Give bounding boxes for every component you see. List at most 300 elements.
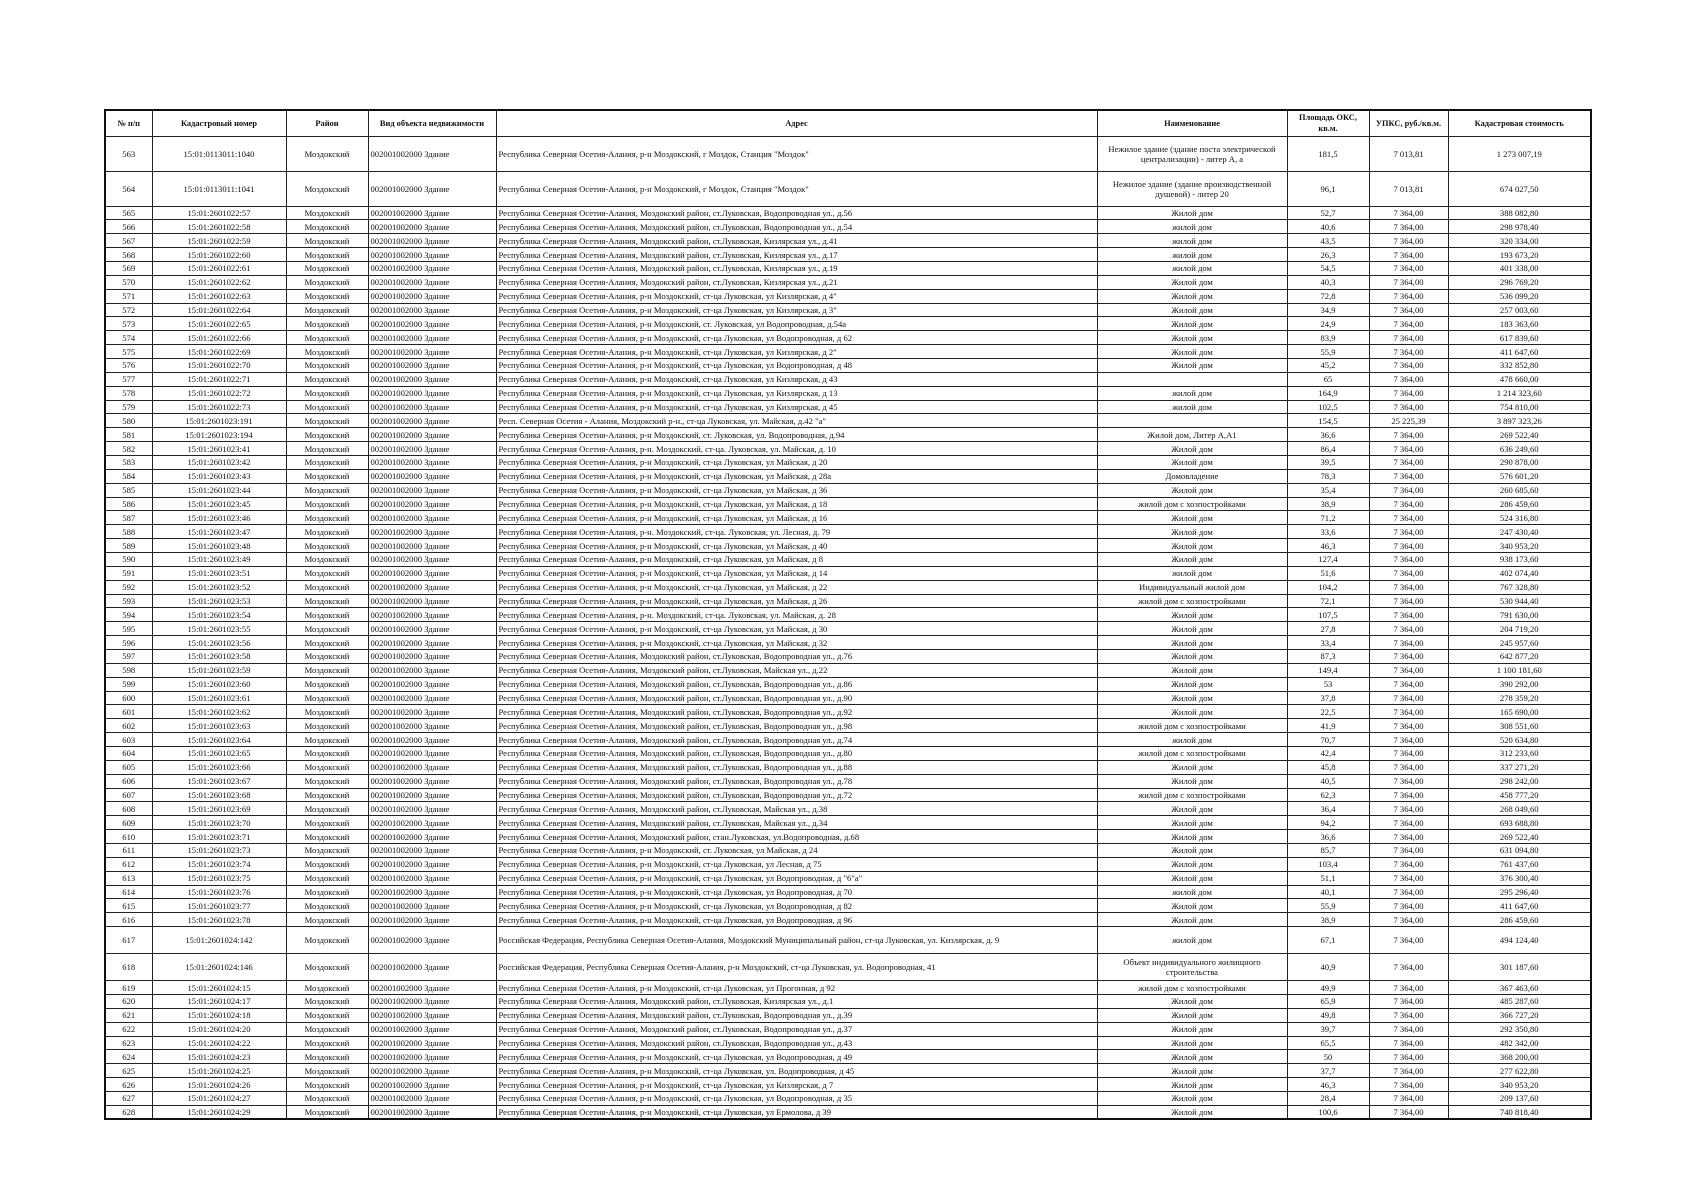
cell-upks: 7 364,00 <box>1369 677 1448 691</box>
cell-district: Моздокский <box>286 995 368 1009</box>
cell-number: 567 <box>105 234 152 248</box>
cell-upks: 7 364,00 <box>1369 1036 1448 1050</box>
cell-cadastral-value: 1 100 181,60 <box>1448 663 1591 677</box>
table-row <box>105 289 1591 303</box>
cell-cadastral-number: 15:01:2601024:29 <box>152 1105 286 1119</box>
cell-cadastral-value: 767 328,80 <box>1448 580 1591 594</box>
table-row <box>105 995 1591 1009</box>
cell-number: 578 <box>105 386 152 400</box>
cell-cadastral-number: 15:01:2601022:61 <box>152 261 286 275</box>
cell-upks: 7 364,00 <box>1369 844 1448 858</box>
cell-cadastral-number: 15:01:2601023:65 <box>152 747 286 761</box>
cell-address: Республика Северная Осетия-Алания, р-н Моздокский, ст-ца Луковская, ул Майская, д 18 <box>496 497 1097 511</box>
cell-upks: 7 364,00 <box>1369 1092 1448 1106</box>
cell-area: 164,9 <box>1287 386 1369 400</box>
cell-name: Жилой дом <box>1097 206 1287 220</box>
cell-number: 621 <box>105 1008 152 1022</box>
cell-address: Республика Северная Осетия-Алания, Моздокский район, ст.Луковская, Водопроводная ул., д.56 <box>496 206 1097 220</box>
cell-number: 603 <box>105 733 152 747</box>
cell-cadastral-number: 15:01:2601023:194 <box>152 428 286 442</box>
cell-district: Моздокский <box>286 234 368 248</box>
cell-address: Республика Северная Осетия-Алания, Моздокский район, ст.Луковская, Кизлярская ул., д.1 <box>496 995 1097 1009</box>
cell-address: Российская Федерация, Республика Северная Осетия-Алания, Моздокский Муниципальный район, ст-ца Луковская, ул. Кизлярская, д. 9 <box>496 927 1097 954</box>
cell-upks: 7 364,00 <box>1369 303 1448 317</box>
cell-cadastral-number: 15:01:2601024:23 <box>152 1050 286 1064</box>
cell-address: Республика Северная Осетия-Алания, р-н Моздокский, ст-ца Луковская, ул Водопроводная, д 82 <box>496 899 1097 913</box>
cell-address: Республика Северная Осетия-Алания, р-н Моздокский, ст-ца Луковская, ул Прогонная, д 92 <box>496 981 1097 995</box>
table-row <box>105 954 1591 981</box>
cell-cadastral-number: 15:01:2601023:51 <box>152 566 286 580</box>
cell-object-type: 002001002000 Здание <box>368 455 496 469</box>
cell-address: Республика Северная Осетия-Алания, Моздокский район, ст.Луковская, Водопроводная ул., д.92 <box>496 705 1097 719</box>
cell-area: 72,8 <box>1287 289 1369 303</box>
cell-object-type: 002001002000 Здание <box>368 1036 496 1050</box>
cell-address: Республика Северная Осетия-Алания, Моздокский район, ст.Луковская, Майская ул., д.34 <box>496 816 1097 830</box>
cell-number: 596 <box>105 636 152 650</box>
cell-upks: 7 364,00 <box>1369 663 1448 677</box>
cell-address: Республика Северная Осетия-Алания, Моздокский район, ст.Луковская, Водопроводная ул., д.72 <box>496 788 1097 802</box>
table-row <box>105 1105 1591 1119</box>
cell-upks: 7 364,00 <box>1369 747 1448 761</box>
cell-district: Моздокский <box>286 455 368 469</box>
table-row <box>105 525 1591 539</box>
cell-upks: 7 364,00 <box>1369 358 1448 372</box>
cell-cadastral-number: 15:01:2601023:70 <box>152 816 286 830</box>
cell-number: 597 <box>105 650 152 664</box>
cell-district: Моздокский <box>286 372 368 386</box>
cell-object-type: 002001002000 Здание <box>368 469 496 483</box>
cell-cadastral-number: 15:01:2601024:26 <box>152 1078 286 1092</box>
cell-address: Республика Северная Осетия-Алания, Моздокский район, ст.Луковская, Водопроводная ул., д.78 <box>496 774 1097 788</box>
cell-cadastral-number: 15:01:2601023:75 <box>152 871 286 885</box>
cell-upks: 7 364,00 <box>1369 566 1448 580</box>
table-row <box>105 345 1591 359</box>
cell-cadastral-value: 286 459,60 <box>1448 913 1591 927</box>
cell-object-type: 002001002000 Здание <box>368 171 496 206</box>
cell-district: Моздокский <box>286 760 368 774</box>
cell-upks: 7 364,00 <box>1369 816 1448 830</box>
cell-number: 607 <box>105 788 152 802</box>
cell-object-type: 002001002000 Здание <box>368 885 496 899</box>
cell-district: Моздокский <box>286 802 368 816</box>
cell-cadastral-value: 388 082,80 <box>1448 206 1591 220</box>
cell-cadastral-number: 15:01:2601022:64 <box>152 303 286 317</box>
cell-cadastral-value: 269 522,40 <box>1448 830 1591 844</box>
col-header-number: № п/п <box>105 110 152 136</box>
cell-upks: 7 364,00 <box>1369 1050 1448 1064</box>
cell-district: Моздокский <box>286 1078 368 1092</box>
cell-name: Домовладение <box>1097 469 1287 483</box>
cell-name: Жилой дом <box>1097 871 1287 885</box>
cell-district: Моздокский <box>286 1022 368 1036</box>
cell-cadastral-value: 494 124,40 <box>1448 927 1591 954</box>
cell-upks: 7 364,00 <box>1369 788 1448 802</box>
cell-cadastral-value: 286 459,60 <box>1448 497 1591 511</box>
cell-object-type: 002001002000 Здание <box>368 1078 496 1092</box>
cell-area: 24,9 <box>1287 317 1369 331</box>
table-row <box>105 885 1591 899</box>
cell-cadastral-value: 390 292,00 <box>1448 677 1591 691</box>
cell-district: Моздокский <box>286 788 368 802</box>
col-header-cadastral-number: Кадастровый номер <box>152 110 286 136</box>
cell-address: Республика Северная Осетия-Алания, р-н Моздокский, ст-ца Луковская, ул Кизлярская, д 43 <box>496 372 1097 386</box>
cell-address: Республика Северная Осетия-Алания, Моздокский район, ст.Луковская, Водопроводная ул., д.39 <box>496 1008 1097 1022</box>
cell-district: Моздокский <box>286 483 368 497</box>
table-row <box>105 844 1591 858</box>
cell-name: Жилой дом <box>1097 331 1287 345</box>
cell-district: Моздокский <box>286 331 368 345</box>
cell-object-type: 002001002000 Здание <box>368 234 496 248</box>
cell-cadastral-number: 15:01:2601023:58 <box>152 650 286 664</box>
cell-cadastral-value: 296 769,20 <box>1448 275 1591 289</box>
table-row <box>105 261 1591 275</box>
cell-number: 573 <box>105 317 152 331</box>
cell-cadastral-value: 337 271,20 <box>1448 760 1591 774</box>
cell-area: 26,3 <box>1287 248 1369 262</box>
cell-cadastral-value: 401 338,00 <box>1448 261 1591 275</box>
cell-name: жилой дом с хозпостройками <box>1097 788 1287 802</box>
cell-name: Жилой дом <box>1097 275 1287 289</box>
col-header-address: Адрес <box>496 110 1097 136</box>
cell-area: 46,3 <box>1287 1078 1369 1092</box>
cell-number: 611 <box>105 844 152 858</box>
cell-name: Жилой дом <box>1097 525 1287 539</box>
cadastral-table <box>104 109 1592 1120</box>
cell-name <box>1097 414 1287 428</box>
cell-cadastral-value: 761 437,60 <box>1448 857 1591 871</box>
cell-number: 622 <box>105 1022 152 1036</box>
cell-number: 569 <box>105 261 152 275</box>
cell-cadastral-number: 15:01:2601023:74 <box>152 857 286 871</box>
cell-address: Респ. Северная Осетия - Алания, Моздокский р-н., ст-ца Луковская, ул. Майская, д.42 "а" <box>496 414 1097 428</box>
cell-district: Моздокский <box>286 552 368 566</box>
cell-upks: 7 364,00 <box>1369 691 1448 705</box>
cell-upks: 7 364,00 <box>1369 275 1448 289</box>
cell-name: Жилой дом <box>1097 857 1287 871</box>
cell-address: Республика Северная Осетия-Алания, Моздокский район, ст.Луковская, Водопроводная ул., д.54 <box>496 220 1097 234</box>
cell-upks: 25 225,39 <box>1369 414 1448 428</box>
cell-address: Республика Северная Осетия-Алания, р-н Моздокский, г Моздок, Станция "Моздок" <box>496 171 1097 206</box>
cell-area: 49,8 <box>1287 1008 1369 1022</box>
cell-area: 43,5 <box>1287 234 1369 248</box>
col-header-cadastral-value: Кадастровая стоимость <box>1448 110 1591 136</box>
table-row <box>105 455 1591 469</box>
cell-name: Жилой дом <box>1097 608 1287 622</box>
cell-object-type: 002001002000 Здание <box>368 802 496 816</box>
table-row <box>105 234 1591 248</box>
cell-name: Жилой дом <box>1097 691 1287 705</box>
cell-number: 580 <box>105 414 152 428</box>
cell-cadastral-value: 376 300,40 <box>1448 871 1591 885</box>
table-row <box>105 1092 1591 1106</box>
cell-cadastral-number: 15:01:2601023:43 <box>152 469 286 483</box>
cell-name: Жилой дом <box>1097 1092 1287 1106</box>
table-row <box>105 691 1591 705</box>
cell-name: жилой дом с хозпостройками <box>1097 747 1287 761</box>
cell-district: Моздокский <box>286 1064 368 1078</box>
cell-area: 154,5 <box>1287 414 1369 428</box>
cell-cadastral-number: 15:01:2601023:63 <box>152 719 286 733</box>
cell-address: Республика Северная Осетия-Алания, р-н Моздокский, ст-ца Луковская, ул Водопроводная, д 49 <box>496 1050 1097 1064</box>
cell-cadastral-number: 15:01:2601023:55 <box>152 622 286 636</box>
cell-cadastral-number: 15:01:2601023:78 <box>152 913 286 927</box>
cell-object-type: 002001002000 Здание <box>368 566 496 580</box>
cell-upks: 7 364,00 <box>1369 428 1448 442</box>
cell-upks: 7 364,00 <box>1369 386 1448 400</box>
table-row <box>105 566 1591 580</box>
cell-cadastral-number: 15:01:2601022:71 <box>152 372 286 386</box>
cell-cadastral-number: 15:01:2601024:15 <box>152 981 286 995</box>
cell-district: Моздокский <box>286 261 368 275</box>
cell-upks: 7 364,00 <box>1369 317 1448 331</box>
cell-area: 86,4 <box>1287 442 1369 456</box>
table-row <box>105 816 1591 830</box>
cell-district: Моздокский <box>286 594 368 608</box>
cell-upks: 7 364,00 <box>1369 552 1448 566</box>
cell-cadastral-number: 15:01:0113011:1041 <box>152 171 286 206</box>
table-row <box>105 1064 1591 1078</box>
cell-upks: 7 364,00 <box>1369 774 1448 788</box>
cell-area: 39,5 <box>1287 455 1369 469</box>
cell-cadastral-number: 15:01:2601022:62 <box>152 275 286 289</box>
cell-upks: 7 364,00 <box>1369 1022 1448 1036</box>
cell-name: жилой дом <box>1097 386 1287 400</box>
cell-cadastral-value: 290 878,00 <box>1448 455 1591 469</box>
cell-cadastral-number: 15:01:2601023:62 <box>152 705 286 719</box>
cell-cadastral-number: 15:01:2601022:59 <box>152 234 286 248</box>
table-row <box>105 400 1591 414</box>
cell-object-type: 002001002000 Здание <box>368 400 496 414</box>
cell-name: Жилой дом <box>1097 844 1287 858</box>
cell-object-type: 002001002000 Здание <box>368 747 496 761</box>
table-row <box>105 774 1591 788</box>
cell-area: 87,3 <box>1287 650 1369 664</box>
cell-object-type: 002001002000 Здание <box>368 927 496 954</box>
cell-district: Моздокский <box>286 857 368 871</box>
cell-number: 584 <box>105 469 152 483</box>
cell-district: Моздокский <box>286 275 368 289</box>
cell-cadastral-value: 209 137,60 <box>1448 1092 1591 1106</box>
cell-cadastral-number: 15:01:2601024:142 <box>152 927 286 954</box>
cell-number: 568 <box>105 248 152 262</box>
cell-upks: 7 364,00 <box>1369 289 1448 303</box>
cell-upks: 7 364,00 <box>1369 760 1448 774</box>
table-row <box>105 830 1591 844</box>
cell-district: Моздокский <box>286 566 368 580</box>
cell-object-type: 002001002000 Здание <box>368 774 496 788</box>
cell-address: Республика Северная Осетия-Алания, р-н Моздокский, ст-ца Луковская, ул Кизлярская, д 45 <box>496 400 1097 414</box>
cell-address: Республика Северная Осетия-Алания, Моздокский район, ст.Луковская, Водопроводная ул., д.98 <box>496 719 1097 733</box>
cell-cadastral-number: 15:01:2601023:77 <box>152 899 286 913</box>
cell-address: Республика Северная Осетия-Алания, р-н. Моздокский, ст-ца. Луковская, ул. Майская, д. 10 <box>496 442 1097 456</box>
cell-object-type: 002001002000 Здание <box>368 372 496 386</box>
cell-cadastral-value: 636 249,60 <box>1448 442 1591 456</box>
cell-upks: 7 013,81 <box>1369 171 1448 206</box>
cell-object-type: 002001002000 Здание <box>368 275 496 289</box>
cell-number: 616 <box>105 913 152 927</box>
cell-area: 40,9 <box>1287 954 1369 981</box>
cell-name: жилой дом с хозпостройками <box>1097 719 1287 733</box>
table-row <box>105 220 1591 234</box>
cell-number: 579 <box>105 400 152 414</box>
cell-object-type: 002001002000 Здание <box>368 705 496 719</box>
cell-cadastral-number: 15:01:2601022:72 <box>152 386 286 400</box>
cell-object-type: 002001002000 Здание <box>368 220 496 234</box>
cell-district: Моздокский <box>286 580 368 594</box>
cell-district: Моздокский <box>286 954 368 981</box>
cell-object-type: 002001002000 Здание <box>368 691 496 705</box>
table-row <box>105 650 1591 664</box>
cell-address: Республика Северная Осетия-Алания, р-н Моздокский, г Моздок, Станция "Моздок" <box>496 136 1097 171</box>
cell-cadastral-number: 15:01:2601023:56 <box>152 636 286 650</box>
cell-cadastral-number: 15:01:2601023:52 <box>152 580 286 594</box>
table-row <box>105 705 1591 719</box>
cell-name: Жилой дом <box>1097 636 1287 650</box>
cell-cadastral-value: 368 200,00 <box>1448 1050 1591 1064</box>
cell-name: Нежилое здание (здание производственной душевой) - литер 20 <box>1097 171 1287 206</box>
cell-number: 564 <box>105 171 152 206</box>
cell-cadastral-number: 15:01:2601024:22 <box>152 1036 286 1050</box>
table-row <box>105 442 1591 456</box>
cell-object-type: 002001002000 Здание <box>368 663 496 677</box>
cell-name: жилой дом <box>1097 885 1287 899</box>
cell-number: 610 <box>105 830 152 844</box>
cell-upks: 7 364,00 <box>1369 608 1448 622</box>
table-row <box>105 636 1591 650</box>
cell-name: Жилой дом <box>1097 816 1287 830</box>
cell-upks: 7 364,00 <box>1369 372 1448 386</box>
cell-cadastral-number: 15:01:2601023:68 <box>152 788 286 802</box>
cell-cadastral-value: 269 522,40 <box>1448 428 1591 442</box>
table-row <box>105 802 1591 816</box>
cell-cadastral-value: 301 187,60 <box>1448 954 1591 981</box>
cell-area: 35,4 <box>1287 483 1369 497</box>
cell-name: Жилой дом, Литер А,А1 <box>1097 428 1287 442</box>
cell-upks: 7 364,00 <box>1369 400 1448 414</box>
cell-name: Жилой дом <box>1097 650 1287 664</box>
table-row <box>105 303 1591 317</box>
cell-cadastral-value: 165 690,00 <box>1448 705 1591 719</box>
cell-area: 127,4 <box>1287 552 1369 566</box>
cell-number: 613 <box>105 871 152 885</box>
table-row <box>105 594 1591 608</box>
cell-cadastral-value: 295 296,40 <box>1448 885 1591 899</box>
cell-area: 22,5 <box>1287 705 1369 719</box>
cell-area: 34,9 <box>1287 303 1369 317</box>
cell-area: 83,9 <box>1287 331 1369 345</box>
cell-upks: 7 364,00 <box>1369 345 1448 359</box>
cell-cadastral-number: 15:01:2601022:69 <box>152 345 286 359</box>
cell-number: 605 <box>105 760 152 774</box>
cell-number: 571 <box>105 289 152 303</box>
cell-address: Республика Северная Осетия-Алания, р-н Моздокский, ст-ца Луковская, ул Водопроводная, д 70 <box>496 885 1097 899</box>
cell-district: Моздокский <box>286 511 368 525</box>
table-row <box>105 857 1591 871</box>
table-row <box>105 733 1591 747</box>
cell-name: жилой дом <box>1097 400 1287 414</box>
cell-area: 40,1 <box>1287 885 1369 899</box>
cell-address: Республика Северная Осетия-Алания, р-н Моздокский, ст-ца Луковская, ул Майская, д 36 <box>496 483 1097 497</box>
cell-name: жилой дом <box>1097 261 1287 275</box>
cell-upks: 7 364,00 <box>1369 1008 1448 1022</box>
cell-object-type: 002001002000 Здание <box>368 788 496 802</box>
cell-object-type: 002001002000 Здание <box>368 594 496 608</box>
table-row <box>105 428 1591 442</box>
cell-address: Республика Северная Осетия-Алания, Моздокский район, ст.Луковская, Водопроводная ул., д.74 <box>496 733 1097 747</box>
cell-object-type: 002001002000 Здание <box>368 650 496 664</box>
cell-object-type: 002001002000 Здание <box>368 1008 496 1022</box>
cell-upks: 7 364,00 <box>1369 622 1448 636</box>
cell-object-type: 002001002000 Здание <box>368 483 496 497</box>
cell-cadastral-number: 15:01:2601023:59 <box>152 663 286 677</box>
cell-upks: 7 364,00 <box>1369 261 1448 275</box>
cell-number: 582 <box>105 442 152 456</box>
cell-cadastral-value: 617 839,60 <box>1448 331 1591 345</box>
cell-address: Республика Северная Осетия-Алания, Моздокский район, ст.Луковская, Майская ул., д.38 <box>496 802 1097 816</box>
col-header-area: Площадь ОКС, кв.м. <box>1287 110 1369 136</box>
cell-cadastral-value: 402 074,40 <box>1448 566 1591 580</box>
cell-name: Жилой дом <box>1097 455 1287 469</box>
cell-object-type: 002001002000 Здание <box>368 525 496 539</box>
cell-object-type: 002001002000 Здание <box>368 913 496 927</box>
table-row <box>105 372 1591 386</box>
cell-upks: 7 364,00 <box>1369 802 1448 816</box>
cell-name: Жилой дом <box>1097 1050 1287 1064</box>
cell-upks: 7 364,00 <box>1369 719 1448 733</box>
cell-upks: 7 364,00 <box>1369 830 1448 844</box>
cell-upks: 7 364,00 <box>1369 650 1448 664</box>
cell-number: 626 <box>105 1078 152 1092</box>
cell-name: Жилой дом <box>1097 1105 1287 1119</box>
cell-name: Жилой дом <box>1097 317 1287 331</box>
table-row <box>105 469 1591 483</box>
cell-district: Моздокский <box>286 663 368 677</box>
cell-district: Моздокский <box>286 136 368 171</box>
cell-address: Республика Северная Осетия-Алания, р-н Моздокский, ст-ца Луковская, ул Майская, д 28а <box>496 469 1097 483</box>
cell-object-type: 002001002000 Здание <box>368 760 496 774</box>
cell-cadastral-number: 15:01:2601023:41 <box>152 442 286 456</box>
cell-district: Моздокский <box>286 913 368 927</box>
cell-cadastral-number: 15:01:0113011:1040 <box>152 136 286 171</box>
cell-address: Республика Северная Осетия-Алания, Моздокский район, ст.Луковская, Водопроводная ул., д.86 <box>496 677 1097 691</box>
table-row <box>105 747 1591 761</box>
cell-area: 45,8 <box>1287 760 1369 774</box>
table-row <box>105 483 1591 497</box>
cell-object-type: 002001002000 Здание <box>368 358 496 372</box>
table-row <box>105 913 1591 927</box>
cell-district: Моздокский <box>286 830 368 844</box>
cell-cadastral-value: 332 852,80 <box>1448 358 1591 372</box>
cell-district: Моздокский <box>286 345 368 359</box>
cell-number: 583 <box>105 455 152 469</box>
cell-number: 602 <box>105 719 152 733</box>
cell-address: Республика Северная Осетия-Алания, р-н Моздокский, ст-ца Луковская, ул Кизлярская, д 3" <box>496 303 1097 317</box>
cell-name: Жилой дом <box>1097 1022 1287 1036</box>
cell-address: Республика Северная Осетия-Алания, р-н Моздокский, ст. Луковская, ул Майская, д 24 <box>496 844 1097 858</box>
cell-name: Жилой дом <box>1097 358 1287 372</box>
cell-object-type: 002001002000 Здание <box>368 995 496 1009</box>
cell-name: Жилой дом <box>1097 622 1287 636</box>
cell-area: 50 <box>1287 1050 1369 1064</box>
cell-name: Жилой дом <box>1097 483 1287 497</box>
cell-name: Жилой дом <box>1097 1008 1287 1022</box>
cell-number: 563 <box>105 136 152 171</box>
cell-cadastral-value: 247 430,40 <box>1448 525 1591 539</box>
cell-address: Республика Северная Осетия-Алания, р-н Моздокский, ст-ца Луковская, ул Водопроводная, д 48 <box>496 358 1097 372</box>
cell-object-type: 002001002000 Здание <box>368 206 496 220</box>
cell-area: 54,5 <box>1287 261 1369 275</box>
table-row <box>105 358 1591 372</box>
